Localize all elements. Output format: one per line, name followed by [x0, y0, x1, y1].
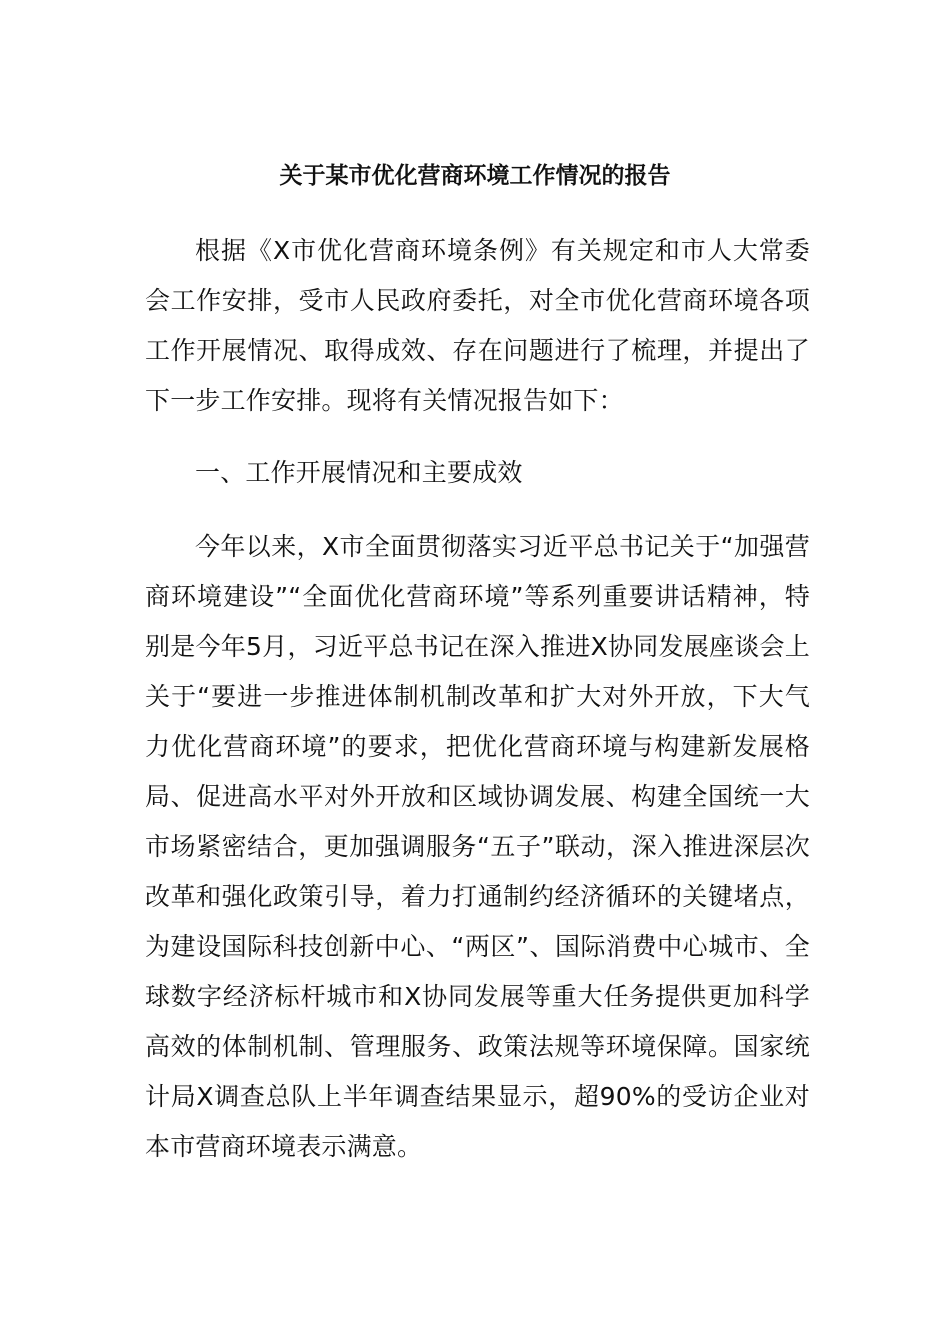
section-heading: 一、工作开展情况和主要成效	[195, 458, 523, 487]
page-title: 关于某市优化营商环境工作情况的报告	[279, 163, 671, 189]
intro-paragraph: 根据《X市优化营商环境条例》有关规定和市人大常委会工作安排，受市人民政府委托，对全市优化营商环境各项工作开展情况、取得成效、存在问题进行了梳理，并提出了下一步工作安排。现将有关情况报告如下：	[145, 236, 810, 415]
body-paragraph: 今年以来，X市全面贯彻落实习近平总书记关于“加强营商环境建设”“全面优化营商环境”等系列重要讲话精神，特别是今年5月，习近平总书记在深入推进X协同发展座谈会上关于“要进一步推进体制机制改革和扩大对外开放，下大气力优化营商环境”的要求，把优化营商环境与构建新发展格局、促进高水平对外开放和区域协调发展、构建全国统一大市场紧密结合，更加强调服务“五子”联动，深入推进深层次改革和强化政策引导，着力打通制约经济循环的关键堵点，为建设国际科技创新中心、“两区”、国际消费中心城市、全球数字经济标杆城市和X协同发展等重大任务提供更加科学高效的体制机制、管理服务、政策法规等环境保障。国家统计局X调查总队上半年调查结果显示，超90%的受访企业对本市营商环境表示满意。	[145, 532, 810, 1161]
